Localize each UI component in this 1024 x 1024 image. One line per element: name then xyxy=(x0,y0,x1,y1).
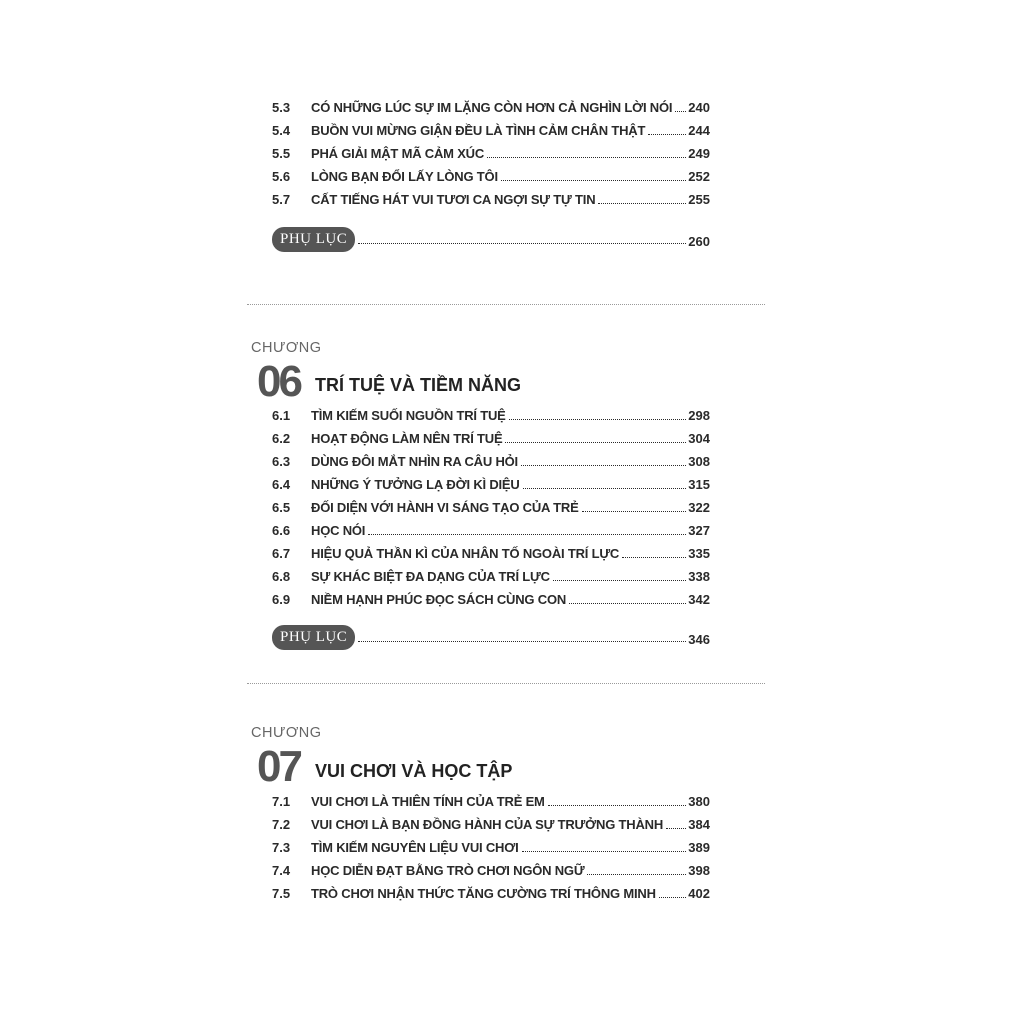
section-separator xyxy=(247,304,765,305)
appendix-badge: PHỤ LỤC xyxy=(272,227,355,252)
page-number: 338 xyxy=(688,569,710,584)
entry-line xyxy=(311,546,710,561)
entry-number: 5.4 xyxy=(272,123,291,138)
entry-title: HOẠT ĐỘNG LÀM NÊN TRÍ TUỆ xyxy=(311,431,503,446)
page-number: 327 xyxy=(688,523,710,538)
entry-title: BUỒN VUI MỪNG GIẬN ĐỀU LÀ TÌNH CẢM CHÂN THẬT xyxy=(311,123,646,138)
entry-title: NHỮNG Ý TƯỞNG LẠ ĐỜI KÌ DIỆU xyxy=(311,477,520,492)
entry-title: LÒNG BẠN ĐỔI LẤY LÒNG TÔI xyxy=(311,169,498,184)
entry-number: 7.3 xyxy=(272,840,291,855)
toc-entry[interactable] xyxy=(272,546,710,569)
entry-number: 5.7 xyxy=(272,192,291,207)
entry-title: VUI CHƠI LÀ BẠN ĐỒNG HÀNH CỦA SỰ TRƯỞNG THÀNH xyxy=(311,817,664,832)
chapter-number: 07 xyxy=(257,742,300,791)
entry-number: 6.6 xyxy=(272,523,291,538)
toc-entry[interactable] xyxy=(272,454,710,477)
toc-entries xyxy=(272,794,710,909)
page-number: 308 xyxy=(688,454,710,469)
page-number: 298 xyxy=(688,408,710,423)
entry-number: 5.6 xyxy=(272,169,291,184)
entry-title: CÓ NHỮNG LÚC SỰ IM LẶNG CÒN HƠN CẢ NGHÌN LỜI NÓI xyxy=(311,100,673,115)
dot-leader xyxy=(569,602,686,604)
entry-title: NIỀM HẠNH PHÚC ĐỌC SÁCH CÙNG CON xyxy=(311,592,567,607)
dot-leader xyxy=(523,487,687,489)
entry-number: 6.9 xyxy=(272,592,291,607)
toc-entry[interactable] xyxy=(272,523,710,546)
page-number: 255 xyxy=(688,192,710,207)
entry-line xyxy=(311,454,710,469)
dot-leader xyxy=(358,640,686,642)
page-number: 342 xyxy=(688,592,710,607)
entry-title: VUI CHƠI LÀ THIÊN TÍNH CỦA TRẺ EM xyxy=(311,794,545,809)
toc-entry[interactable] xyxy=(272,500,710,523)
dot-leader xyxy=(501,179,686,181)
page-number: 315 xyxy=(688,477,710,492)
toc-entry[interactable] xyxy=(272,100,710,123)
dot-leader xyxy=(622,556,686,558)
page-number: 249 xyxy=(688,146,710,161)
dot-leader xyxy=(598,202,686,204)
toc-entry[interactable] xyxy=(272,592,710,615)
page-number: 384 xyxy=(688,817,710,832)
entry-title: PHÁ GIẢI MẬT MÃ CẢM XÚC xyxy=(311,146,485,161)
entry-number: 7.1 xyxy=(272,794,291,809)
entry-number: 7.5 xyxy=(272,886,291,901)
entry-line xyxy=(311,523,710,538)
page-number: 402 xyxy=(688,886,710,901)
entry-title: HỌC NÓI xyxy=(311,523,366,538)
entry-line xyxy=(311,100,710,115)
entry-title: SỰ KHÁC BIỆT ĐA DẠNG CỦA TRÍ LỰC xyxy=(311,569,550,584)
page-number: 380 xyxy=(688,794,710,809)
page-number: 322 xyxy=(688,500,710,515)
entry-line xyxy=(311,794,710,809)
dot-leader xyxy=(666,827,686,829)
toc-entry[interactable] xyxy=(272,886,710,909)
entry-title: ĐỐI DIỆN VỚI HÀNH VI SÁNG TẠO CỦA TRẺ xyxy=(311,500,579,515)
toc-entry[interactable] xyxy=(272,863,710,886)
entry-number: 7.2 xyxy=(272,817,291,832)
entry-title: TÌM KIẾM SUỐI NGUỒN TRÍ TUỆ xyxy=(311,408,506,423)
chapter-title: TRÍ TUỆ VÀ TIỀM NĂNG xyxy=(315,375,521,395)
toc-entry[interactable] xyxy=(272,123,710,146)
page-number: 346 xyxy=(688,631,710,647)
dot-leader xyxy=(505,441,686,443)
dot-leader xyxy=(521,464,686,466)
entry-title: TÌM KIẾM NGUYÊN LIỆU VUI CHƠI xyxy=(311,840,519,855)
toc-entry[interactable] xyxy=(272,169,710,192)
entry-title: TRÒ CHƠI NHẬN THỨC TĂNG CƯỜNG TRÍ THÔNG MINH xyxy=(311,886,656,901)
toc-entries xyxy=(272,100,710,215)
entry-number: 6.7 xyxy=(272,546,291,561)
toc-entry[interactable] xyxy=(272,569,710,592)
entry-line xyxy=(311,477,710,492)
appendix-row[interactable] xyxy=(272,226,710,252)
entry-line xyxy=(311,431,710,446)
chapter-number: 06 xyxy=(257,357,300,406)
page-number: 398 xyxy=(688,863,710,878)
dot-leader xyxy=(368,533,686,535)
page-number: 335 xyxy=(688,546,710,561)
entry-title: HỌC DIỄN ĐẠT BẰNG TRÒ CHƠI NGÔN NGỮ xyxy=(311,863,585,878)
dot-leader xyxy=(587,873,686,875)
entry-line xyxy=(311,169,710,184)
entry-line xyxy=(311,817,710,832)
chapter-7-toc xyxy=(272,794,710,909)
entry-number: 6.1 xyxy=(272,408,291,423)
entry-number: 6.4 xyxy=(272,477,291,492)
page-number: 304 xyxy=(688,431,710,446)
chapter-title: VUI CHƠI VÀ HỌC TẬP xyxy=(315,761,513,781)
entry-line xyxy=(311,408,710,423)
toc-entry[interactable] xyxy=(272,408,710,431)
entry-line xyxy=(311,569,710,584)
chapter-label: CHƯƠNG xyxy=(251,725,322,741)
toc-entry[interactable] xyxy=(272,146,710,169)
dot-leader xyxy=(553,579,686,581)
entry-title: DÙNG ĐÔI MẮT NHÌN RA CÂU HỎI xyxy=(311,454,518,469)
entry-title: HIỆU QUẢ THẦN KÌ CỦA NHÂN TỐ NGOÀI TRÍ LỰC xyxy=(311,546,620,561)
toc-entries xyxy=(272,408,710,615)
dot-leader xyxy=(648,133,686,135)
appendix-row[interactable] xyxy=(272,624,710,650)
entry-number: 7.4 xyxy=(272,863,291,878)
section-separator xyxy=(247,683,765,684)
chapter-6-toc xyxy=(272,408,710,650)
entry-title: CẤT TIẾNG HÁT VUI TƯƠI CA NGỢI SỰ TỰ TIN xyxy=(311,192,596,207)
dot-leader xyxy=(509,418,687,420)
appendix-badge: PHỤ LỤC xyxy=(272,625,355,650)
dot-leader xyxy=(358,242,686,244)
entry-number: 6.5 xyxy=(272,500,291,515)
entry-number: 5.5 xyxy=(272,146,291,161)
entry-line xyxy=(311,592,710,607)
entry-number: 6.8 xyxy=(272,569,291,584)
entry-line xyxy=(311,863,710,878)
dot-leader xyxy=(548,804,687,806)
chapter-label: CHƯƠNG xyxy=(251,340,322,356)
entry-line xyxy=(311,840,710,855)
dot-leader xyxy=(582,510,687,512)
toc-entry[interactable] xyxy=(272,817,710,840)
dot-leader xyxy=(487,156,686,158)
dot-leader xyxy=(659,896,687,898)
page-number: 244 xyxy=(688,123,710,138)
entry-line xyxy=(311,123,710,138)
entry-line xyxy=(311,500,710,515)
page-number: 240 xyxy=(688,100,710,115)
entry-number: 6.2 xyxy=(272,431,291,446)
page-number: 252 xyxy=(688,169,710,184)
toc-entry[interactable] xyxy=(272,840,710,863)
dot-leader xyxy=(522,850,687,852)
toc-entry[interactable] xyxy=(272,431,710,454)
toc-entry[interactable] xyxy=(272,477,710,500)
entry-number: 6.3 xyxy=(272,454,291,469)
page-number: 389 xyxy=(688,840,710,855)
page-number: 260 xyxy=(688,233,710,249)
entry-line xyxy=(311,146,710,161)
entry-line xyxy=(311,886,710,901)
toc-entry[interactable] xyxy=(272,794,710,817)
dot-leader xyxy=(675,110,686,112)
entry-number: 5.3 xyxy=(272,100,291,115)
toc-entry[interactable] xyxy=(272,192,710,215)
section-5-toc xyxy=(272,100,710,252)
entry-line xyxy=(311,192,710,207)
